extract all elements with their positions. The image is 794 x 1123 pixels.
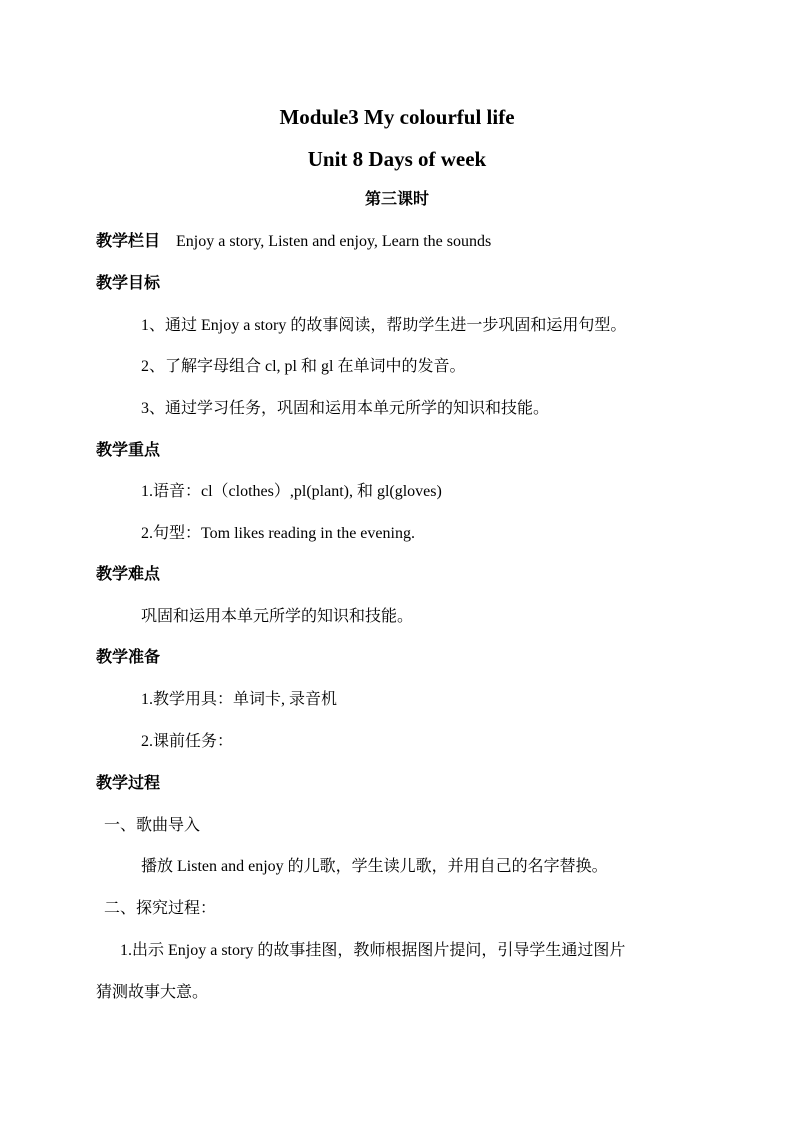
difficulties-heading: 教学难点: [96, 566, 161, 583]
section-column-value: Enjoy a story, Listen and enjoy, Learn the sounds: [176, 233, 492, 250]
process-step2-heading: 二、探究过程：: [104, 900, 217, 917]
preparation-item: 2.课前任务：: [141, 733, 234, 750]
lesson-label: 第三课时: [364, 191, 429, 208]
objective-item: 1、通过 Enjoy a story 的故事阅读，帮助学生进一步巩固和运用句型。: [141, 317, 627, 334]
key-point-item: 1.语音：cl（clothes）,pl(plant), 和 gl(gloves): [141, 483, 442, 500]
objectives-heading: 教学目标: [96, 275, 161, 292]
process-step2-line: 猜测故事大意。: [96, 984, 209, 1001]
process-step2-line: 1.出示 Enjoy a story 的故事挂图，教师根据图片提问，引导学生通过图片: [120, 942, 626, 959]
objective-item: 2、了解字母组合 cl, pl 和 gl 在单词中的发音。: [141, 358, 466, 375]
document-title: Module3 My colourful life: [279, 105, 515, 129]
key-points-heading: 教学重点: [96, 442, 161, 459]
preparation-item: 1.教学用具：单词卡, 录音机: [141, 691, 338, 708]
process-heading: 教学过程: [96, 775, 161, 792]
process-step1-heading: 一、歌曲导入: [104, 817, 201, 834]
section-column-row: [96, 232, 491, 252]
key-point-item: 2.句型：Tom likes reading in the evening.: [141, 525, 415, 542]
process-step1-text: 播放 Listen and enjoy 的儿歌，学生读儿歌，并用自己的名字替换。: [141, 858, 608, 875]
document-subtitle: Unit 8 Days of week: [307, 147, 487, 171]
objective-item: 3、通过学习任务，巩固和运用本单元所学的知识和技能。: [141, 400, 550, 417]
preparation-heading: 教学准备: [96, 649, 161, 666]
difficulties-text: 巩固和运用本单元所学的知识和技能。: [141, 608, 414, 625]
section-column-label: 教学栏目: [96, 233, 161, 250]
